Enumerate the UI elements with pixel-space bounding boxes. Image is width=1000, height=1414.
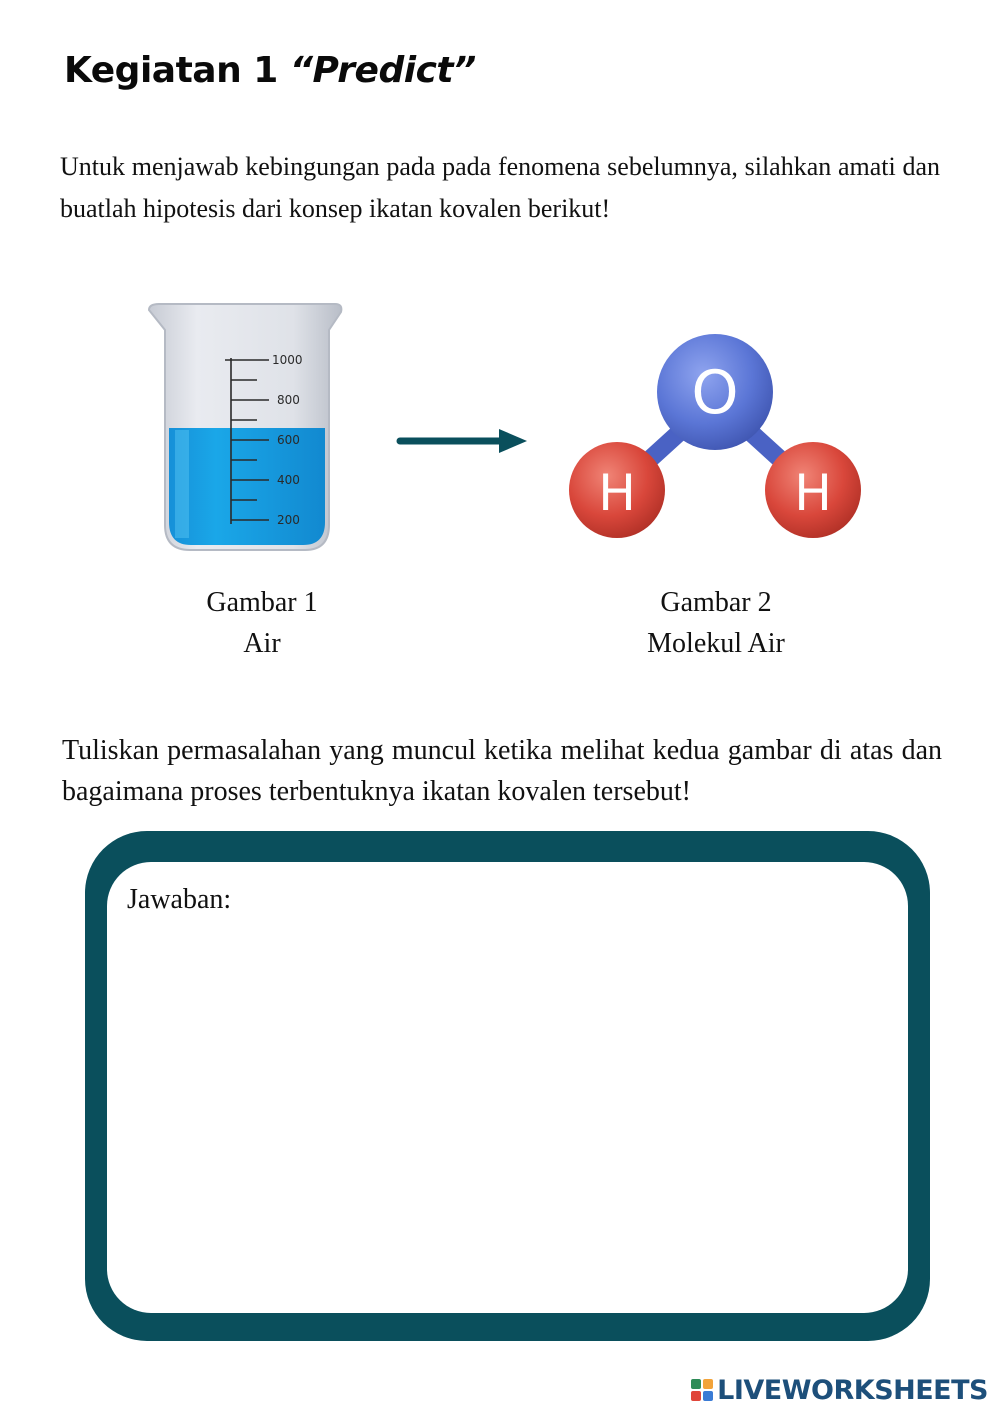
answer-frame	[85, 831, 930, 1341]
question-paragraph: Tuliskan permasalahan yang muncul ketika melihat kedua gambar di atas dan bagaimana proses terbentuknya ikatan kovalen tersebut!	[62, 735, 942, 807]
scale-label-200: 200	[277, 513, 300, 527]
answer-input-area[interactable]	[127, 932, 888, 1293]
figure-1-name: Air	[243, 628, 281, 659]
scale-label-400: 400	[277, 473, 300, 487]
intro-paragraph: Untuk menjawab kebingungan pada pada fenomena sebelumnya, silahkan amati dan buatlah hipotesis dari konsep ikatan kovalen berikut!	[60, 152, 940, 223]
page-title	[64, 50, 476, 91]
title-emphasis: “Predict”	[289, 50, 476, 91]
scale-label-1000: 1000	[272, 353, 303, 367]
figure-2-name: Molekul Air	[647, 628, 785, 659]
water-molecule-image	[565, 330, 865, 545]
beaker-image	[145, 300, 350, 558]
hydrogen-label-left: H	[598, 464, 636, 522]
figure-2-caption	[566, 582, 866, 664]
oxygen-label: O	[691, 358, 739, 428]
scale-label-800: 800	[277, 393, 300, 407]
beaker-water	[169, 428, 325, 545]
figure-1-caption	[112, 582, 412, 664]
right-arrow-icon	[395, 425, 535, 457]
hydrogen-label-right: H	[794, 464, 832, 522]
answer-box	[107, 862, 908, 1313]
figure-1-number: Gambar 1	[206, 587, 318, 618]
answer-label: Jawaban:	[127, 884, 232, 915]
title-prefix: Kegiatan 1	[64, 50, 290, 91]
scale-label-600: 600	[277, 433, 300, 447]
figure-2-number: Gambar 2	[660, 587, 772, 618]
liveworksheets-brand	[691, 1373, 988, 1407]
brand-text: LIVEWORKSHEETS	[717, 1374, 988, 1406]
beaker-highlight	[175, 430, 189, 538]
liveworksheets-logo-icon	[691, 1379, 713, 1401]
